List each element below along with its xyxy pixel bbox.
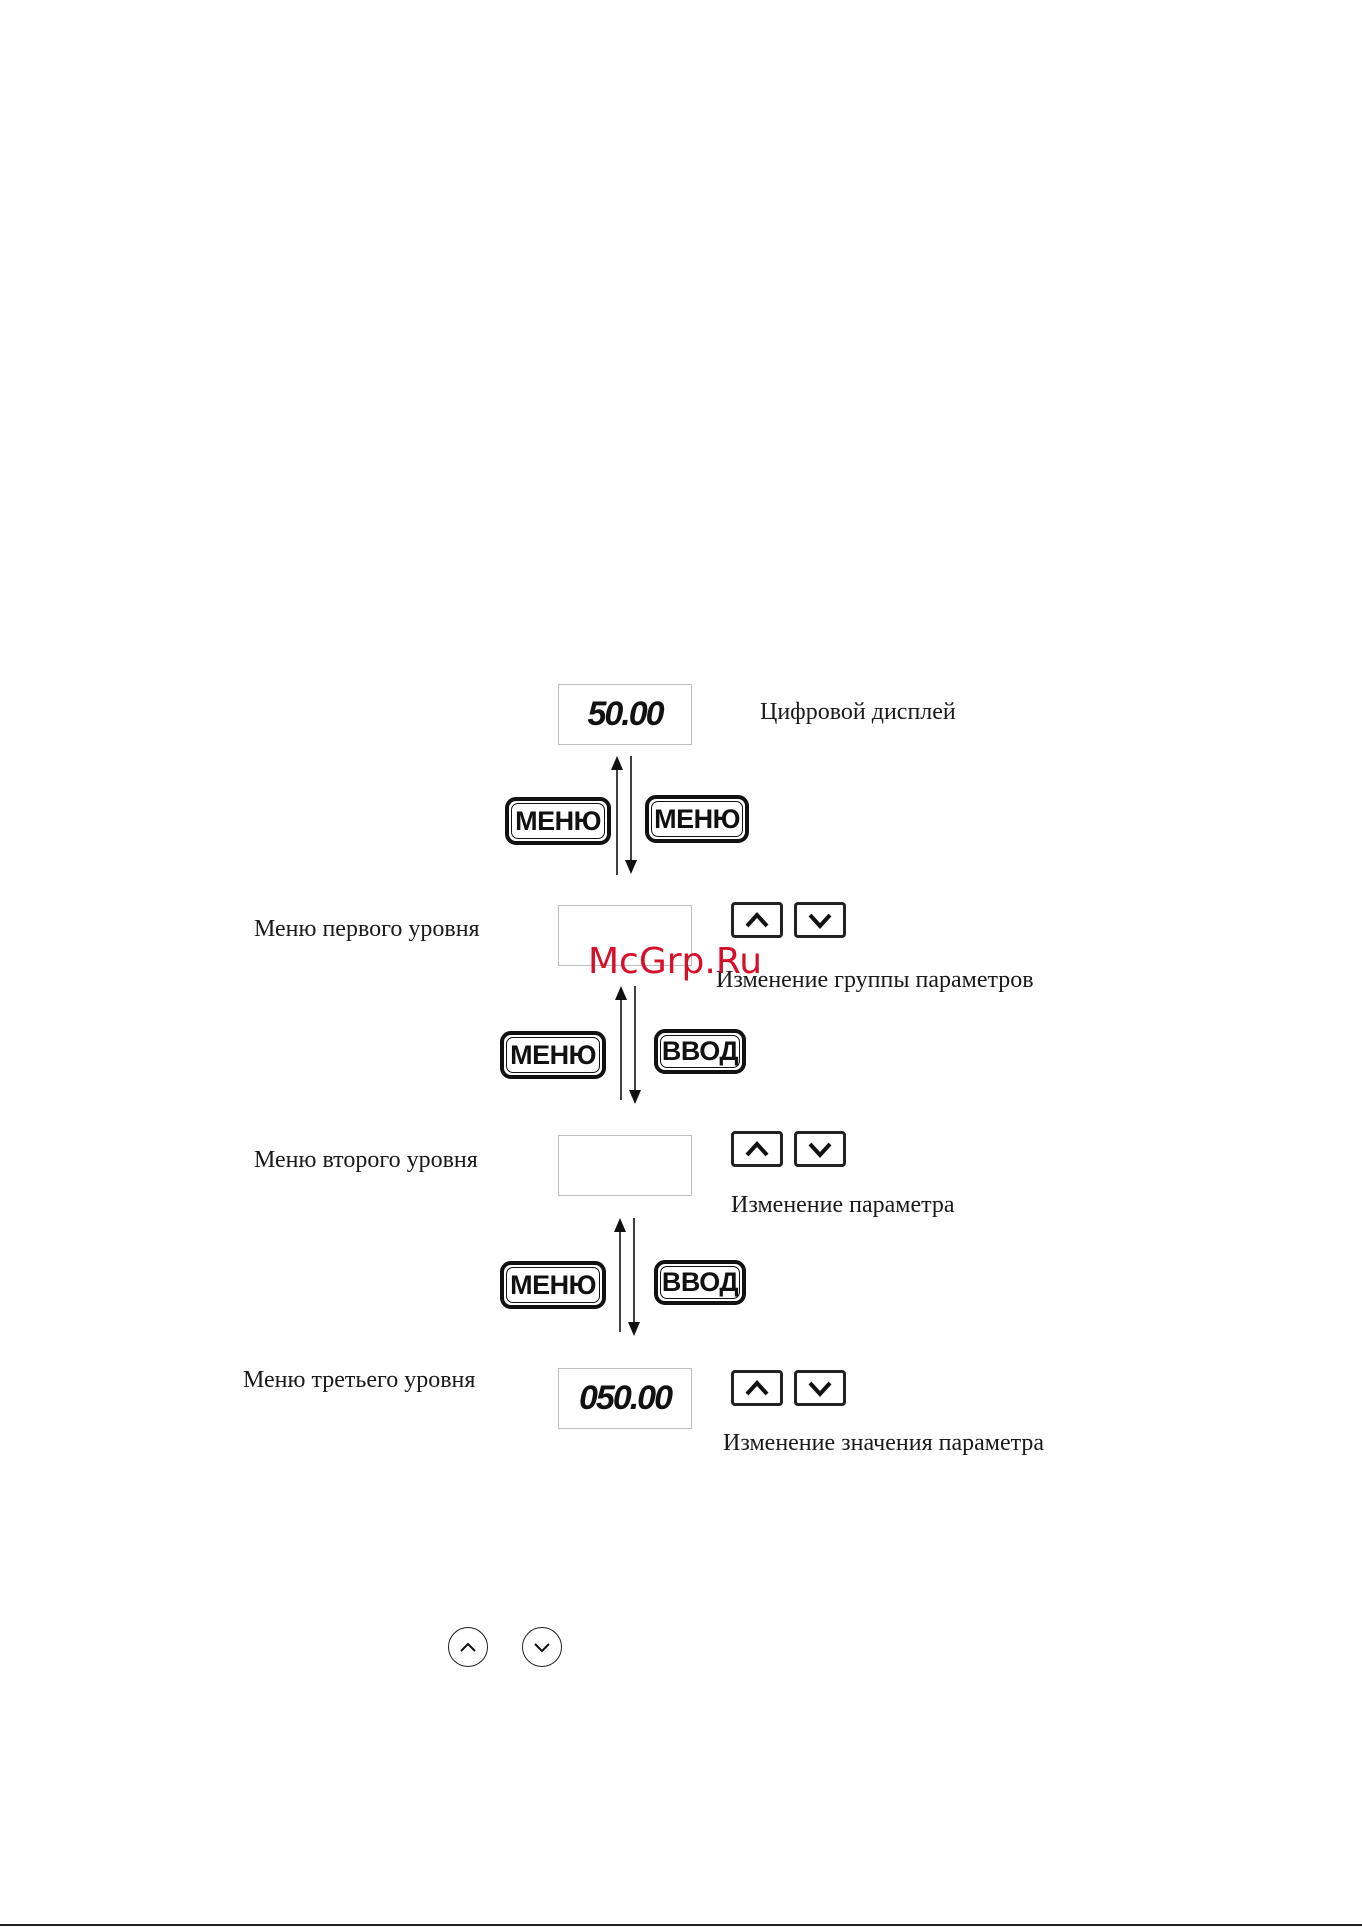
down-button-2[interactable] (794, 1131, 846, 1167)
down-button-3[interactable] (794, 1370, 846, 1406)
menu-level3-label: Меню третьего уровня (243, 1367, 476, 1393)
digital-display-label: Цифровой дисплей (760, 699, 956, 725)
menu-key-1-right[interactable]: МЕНЮ (645, 795, 749, 843)
chevron-down-icon (806, 1139, 834, 1159)
chevron-up-icon (459, 1641, 477, 1653)
arrow-pair-1 (611, 756, 637, 875)
up-button-2[interactable] (731, 1131, 783, 1167)
enter-key-3[interactable]: ВВОД (654, 1260, 746, 1305)
menu-key-1-left[interactable]: МЕНЮ (505, 797, 611, 845)
arrow-pair-3 (614, 1218, 640, 1336)
menu-key-2[interactable]: МЕНЮ (500, 1031, 606, 1079)
chevron-up-icon (743, 1378, 771, 1398)
menu-level2-label: Меню второго уровня (254, 1147, 478, 1173)
arrow-pair-2 (615, 986, 641, 1104)
change-value-label: Изменение значения параметра (723, 1430, 1045, 1456)
chevron-down-icon (806, 1378, 834, 1398)
up-button-3[interactable] (731, 1370, 783, 1406)
level2-display (558, 1135, 692, 1196)
chevron-down-icon (806, 910, 834, 930)
chevron-up-icon (743, 1139, 771, 1159)
menu-level1-label: Меню первого уровня (254, 916, 480, 942)
enter-key-2[interactable]: ВВОД (654, 1029, 746, 1074)
down-button-1[interactable] (794, 902, 846, 938)
menu-key-3[interactable]: МЕНЮ (500, 1261, 606, 1309)
change-group-label: Изменение группы параметров (716, 967, 1034, 993)
digital-display: 50.00 (558, 684, 692, 745)
chevron-down-icon (533, 1641, 551, 1653)
up-button-1[interactable] (731, 902, 783, 938)
circle-down-button[interactable] (522, 1627, 562, 1667)
level3-display: 050.00 (558, 1368, 692, 1429)
watermark: McGrp.Ru (588, 941, 763, 982)
page-bottom-rule (0, 1924, 1362, 1926)
chevron-up-icon (743, 910, 771, 930)
change-param-label: Изменение параметра (731, 1192, 955, 1218)
circle-up-button[interactable] (448, 1627, 488, 1667)
